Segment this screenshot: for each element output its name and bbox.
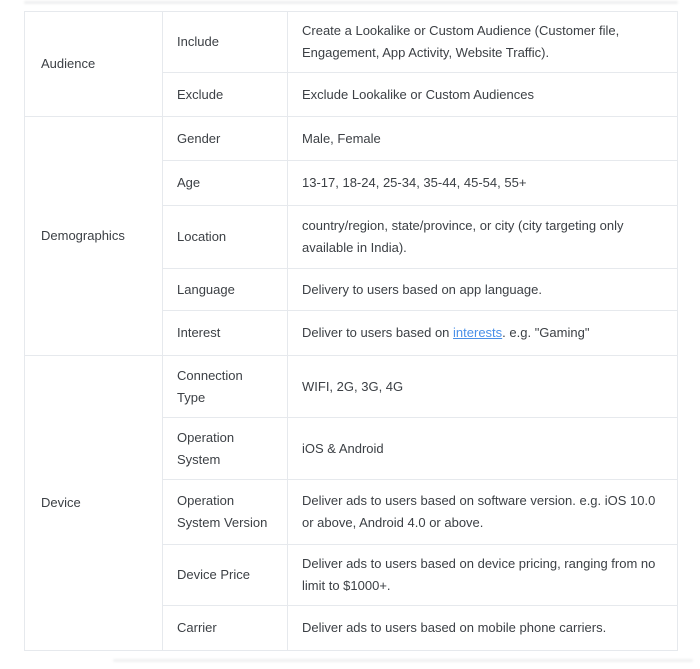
subcategory-cell-age: Age bbox=[163, 161, 288, 206]
interest-desc-prefix: Deliver to users based on bbox=[302, 325, 454, 340]
description-cell-gender: Male, Female bbox=[288, 117, 678, 161]
description-cell-include: Create a Lookalike or Custom Audience (Customer file, Engagement, App Activity, Website Traffic). bbox=[288, 12, 678, 73]
subcategory-cell-include: Include bbox=[163, 12, 288, 73]
subcategory-cell-location: Location bbox=[163, 206, 288, 269]
description-cell-interest bbox=[288, 311, 678, 356]
description-cell-connection-type: WIFI, 2G, 3G, 4G bbox=[288, 356, 678, 418]
subcategory-cell-operation-system: Operation System bbox=[163, 418, 288, 480]
description-cell-device-price: Deliver ads to users based on device pricing, ranging from no limit to $1000+. bbox=[288, 545, 678, 606]
description-cell-exclude: Exclude Lookalike or Custom Audiences bbox=[288, 73, 678, 117]
description-cell-carrier: Deliver ads to users based on mobile phone carriers. bbox=[288, 606, 678, 651]
description-cell-language: Delivery to users based on app language. bbox=[288, 269, 678, 311]
subcategory-cell-connection-type: Connection Type bbox=[163, 356, 288, 418]
category-cell-demographics: Demographics bbox=[25, 117, 163, 356]
table-row bbox=[25, 356, 678, 418]
description-cell-operation-system: iOS & Android bbox=[288, 418, 678, 480]
cropped-text-artifact-bottom bbox=[113, 659, 693, 662]
subcategory-cell-exclude: Exclude bbox=[163, 73, 288, 117]
description-cell-operation-system-version: Deliver ads to users based on software version. e.g. iOS 10.0 or above, Android 4.0 or above. bbox=[288, 480, 678, 545]
subcategory-cell-carrier: Carrier bbox=[163, 606, 288, 651]
cropped-text-artifact-top bbox=[24, 1, 678, 4]
description-cell-location: country/region, state/province, or city (city targeting only available in India). bbox=[288, 206, 678, 269]
table-row bbox=[25, 12, 678, 73]
table-row bbox=[25, 117, 678, 161]
subcategory-cell-operation-system-version: Operation System Version bbox=[163, 480, 288, 545]
category-cell-device: Device bbox=[25, 356, 163, 651]
subcategory-cell-interest: Interest bbox=[163, 311, 288, 356]
description-cell-age: 13-17, 18-24, 25-34, 35-44, 45-54, 55+ bbox=[288, 161, 678, 206]
interests-link[interactable]: interests bbox=[453, 325, 503, 340]
subcategory-cell-gender: Gender bbox=[163, 117, 288, 161]
ad-targeting-table bbox=[24, 11, 678, 651]
interest-desc-suffix: . e.g. "Gaming" bbox=[502, 325, 590, 340]
subcategory-cell-device-price: Device Price bbox=[163, 545, 288, 606]
subcategory-cell-language: Language bbox=[163, 269, 288, 311]
category-cell-audience: Audience bbox=[25, 12, 163, 117]
